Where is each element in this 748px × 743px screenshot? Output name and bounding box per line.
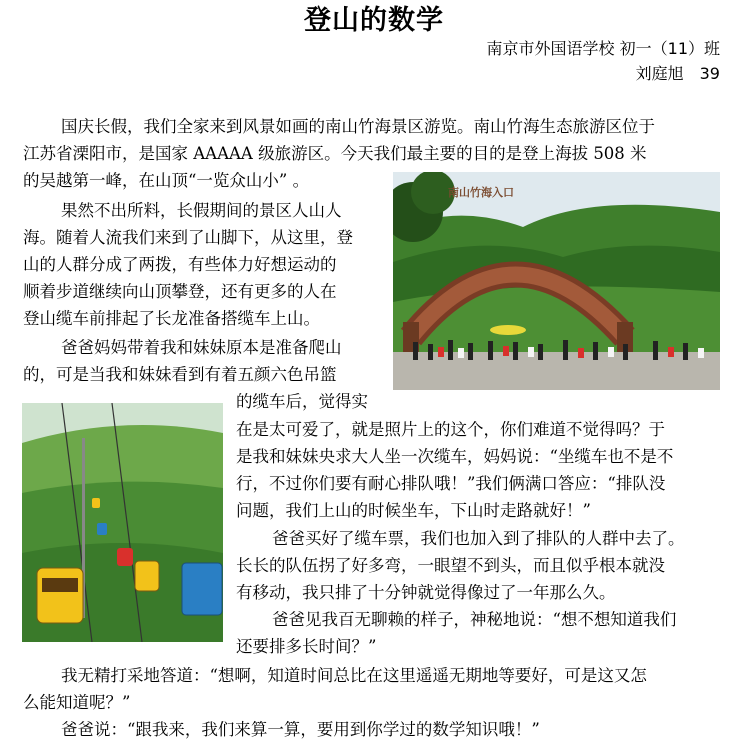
paragraph-line: 在是太可爱了，就是照片上的这个，你们难道不觉得吗？于 (236, 420, 665, 439)
cable-car-photo (22, 403, 223, 642)
paragraph-line: 行，不过你们要有耐心排队哦！”我们俩满口答应：“排队没 (236, 474, 666, 493)
paragraph-line: 我无精打采地答道：“想啊，知道时间总比在这里遥遥无期地等要好，可是这又怎 (61, 666, 647, 685)
paragraph-line: 问题，我们上山的时候坐车，下山时走路就好！” (236, 501, 591, 520)
paragraph-line: 登山缆车前排起了长龙准备搭缆车上山。 (23, 309, 320, 328)
paragraph-line: 长长的队伍拐了好多弯，一眼望不到头，而且似乎根本就没 (236, 556, 665, 575)
document-title: 登山的数学 (304, 5, 444, 36)
paragraph-line: 国庆长假，我们全家来到风景如画的南山竹海景区游览。南山竹海生态旅游区位于 (61, 117, 655, 136)
paragraph-line: 爸爸妈妈带着我和妹妹原本是准备爬山 (61, 338, 342, 357)
paragraph-line: 果然不出所料，长假期间的景区人山人 (61, 201, 342, 220)
paragraph-line: 的吴越第一峰，在山顶“一览众山小” 。 (23, 171, 310, 190)
paragraph-line: 是我和妹妹央求大人坐一次缆车，妈妈说：“坐缆车也不是不 (236, 447, 674, 466)
paragraph-line: 有移动，我只排了十分钟就觉得像过了一年那么久。 (236, 583, 616, 602)
paragraph-line: 海。随着人流我们来到了山脚下，从这里，登 (23, 228, 353, 247)
entrance-gate-photo (393, 172, 720, 390)
paragraph-line: 江苏省溧阳市，是国家 AAAAA 级旅游区。今天我们最主要的目的是登上海拔 508 米 (23, 144, 647, 163)
entrance-sign: 南山竹海入口 (448, 186, 514, 199)
paragraph-line: 还要排多长时间？” (236, 637, 377, 656)
paragraph-line: 么能知道呢？” (23, 693, 131, 712)
paragraph-line: 顺着步道继续向山顶攀登，还有更多的人在 (23, 282, 337, 301)
author-line: 刘庭旭 39 (635, 64, 720, 83)
paragraph-line: 的缆车后，觉得实 (236, 392, 368, 411)
school-class: 南京市外国语学校 初一（11）班 (486, 39, 720, 58)
paragraph-line: 爸爸说：“跟我来，我们来算一算，要用到你学过的数学知识哦！” (61, 720, 540, 739)
paragraph-line: 山的人群分成了两拨，有些体力好想运动的 (23, 255, 337, 274)
paragraph-line: 爸爸见我百无聊赖的样子，神秘地说：“想不想知道我们 (272, 610, 677, 629)
paragraph-line: 的，可是当我和妹妹看到有着五颜六色吊篮 (23, 365, 337, 384)
paragraph-line: 爸爸买好了缆车票，我们也加入到了排队的人群中去了。 (272, 529, 685, 548)
